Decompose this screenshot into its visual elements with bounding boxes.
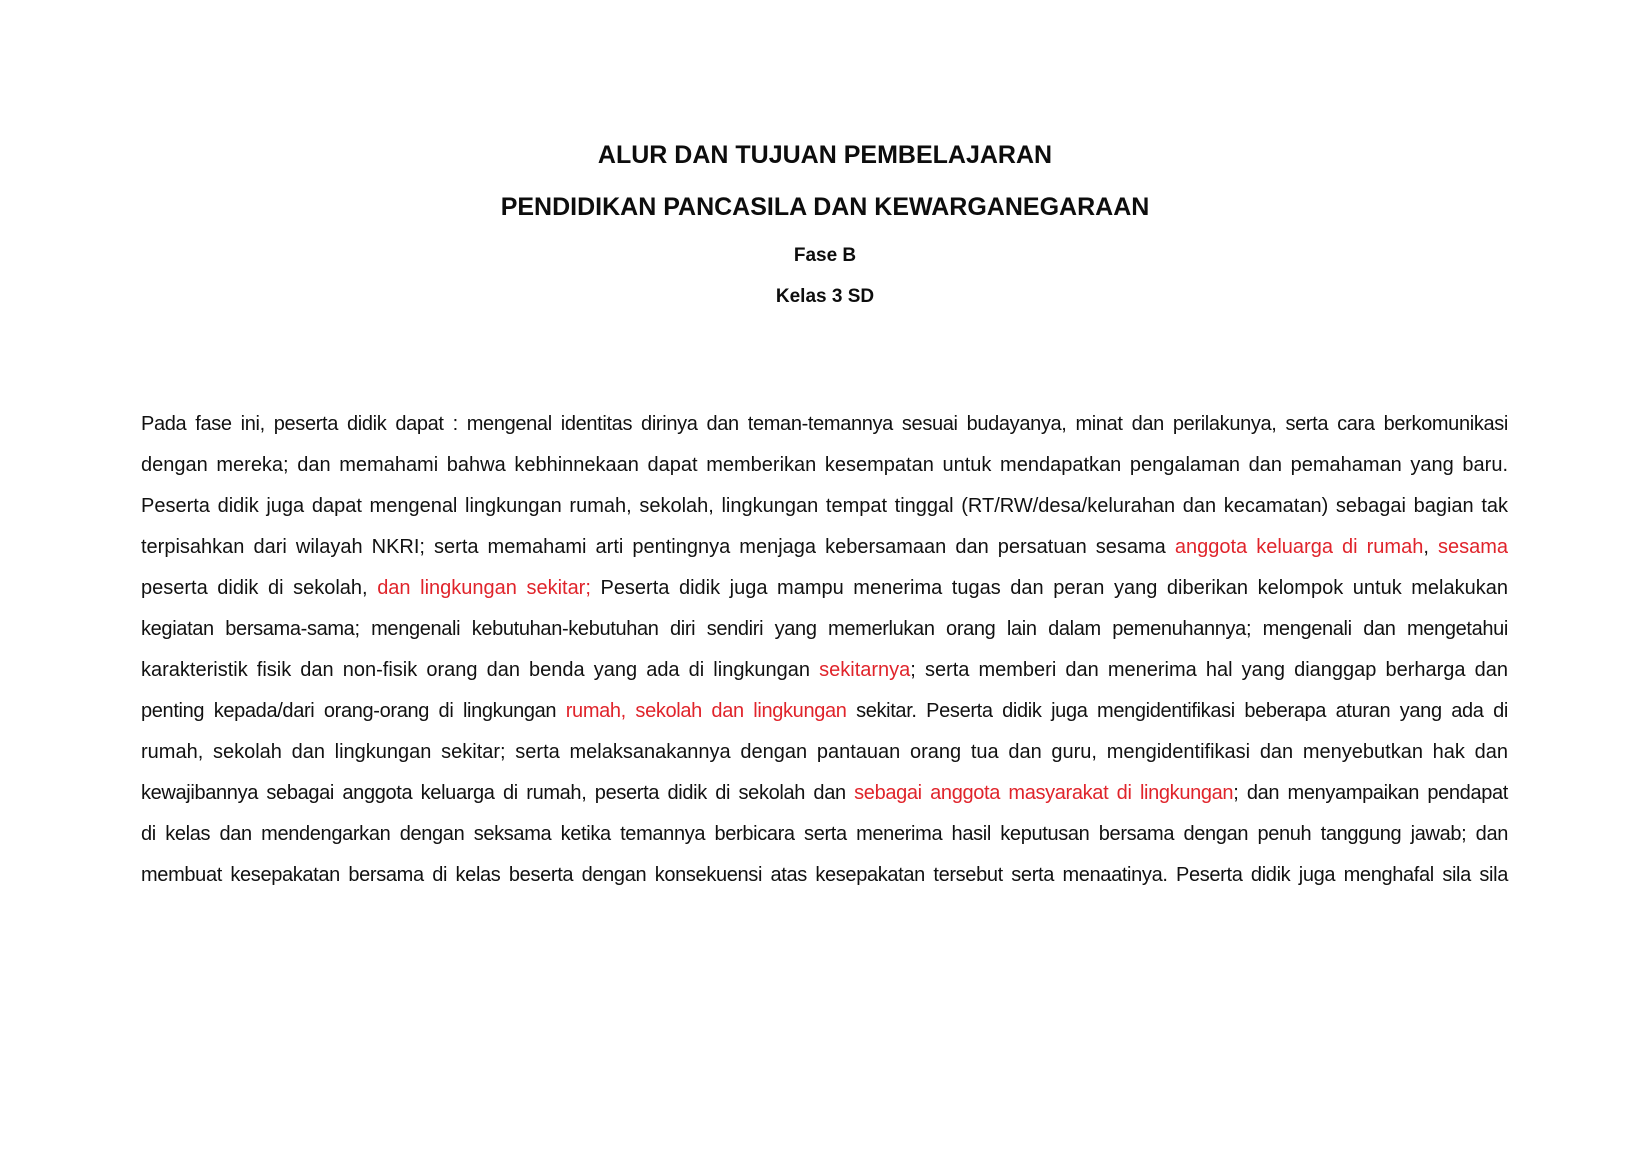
paragraph-line (141, 855, 1508, 896)
highlighted-text: sesama (1437, 536, 1508, 558)
body-text: kewajibannya sebagai anggota keluarga di rumah, peserta didik di sekolah dan (141, 782, 855, 804)
body-text: ; dan menyampaikan pendapat (1233, 782, 1508, 804)
body-text: terpisahkan dari wilayah NKRI; serta memahami arti pentingnya menjaga kebersamaan dan persatuan sesama (141, 536, 1175, 558)
document-title: ALUR DAN TUJUAN PEMBELAJARAN (597, 141, 1053, 169)
paragraph-line (141, 773, 1508, 814)
paragraph-line (141, 609, 1508, 650)
body-text: peserta didik di sekolah, (141, 577, 378, 599)
paragraph-line (141, 691, 1508, 732)
body-text: ; serta memberi dan menerima hal yang dianggap berharga dan (910, 659, 1508, 681)
document-phase: Fase B (793, 245, 857, 266)
paragraph-line (141, 445, 1508, 486)
body-text: , (1423, 536, 1438, 558)
body-text: membuat kesepakatan bersama di kelas beserta dengan konsekuensi atas kesepakatan tersebut serta menaatinya. Peserta didik juga menghafal sila sila (141, 864, 1508, 886)
document-subject: PENDIDIKAN PANCASILA DAN KEWARGANEGARAAN (500, 193, 1150, 221)
document-grade: Kelas 3 SD (775, 286, 875, 307)
body-text: Peserta didik juga mampu menerima tugas dan peran yang diberikan kelompok untuk melakukan (590, 577, 1508, 599)
paragraph-line (141, 568, 1508, 609)
paragraph-line (141, 527, 1508, 568)
highlighted-text: sebagai anggota masyarakat di lingkungan (854, 782, 1234, 804)
paragraph-line (141, 732, 1508, 773)
body-paragraph (141, 404, 1508, 896)
highlighted-text: sekitarnya (819, 659, 911, 681)
body-text: rumah, sekolah dan lingkungan sekitar; serta melaksanakannya dengan pantauan orang tua dan guru, mengidentifikasi dan menyebutkan hak dan (141, 741, 1508, 763)
body-text: penting kepada/dari orang-orang di lingkungan (141, 700, 566, 722)
body-text: sekitar. Peserta didik juga mengidentifikasi beberapa aturan yang ada di (846, 700, 1508, 722)
highlighted-text: anggota keluarga di rumah (1174, 536, 1424, 558)
body-text: di kelas dan mendengarkan dengan seksama ketika temannya berbicara serta menerima hasil keputusan bersama dengan penuh tanggung jawab; dan (141, 823, 1508, 845)
highlighted-text: dan lingkungan sekitar; (377, 577, 591, 599)
body-text: Peserta didik juga dapat mengenal lingkungan rumah, sekolah, lingkungan tempat tinggal (RT/RW/desa/kelurahan dan kecamatan) sebagai bagian tak (141, 495, 1508, 517)
paragraph-line (141, 650, 1508, 691)
highlighted-text: rumah, sekolah dan lingkungan (565, 700, 847, 722)
body-text: Pada fase ini, peserta didik dapat : mengenal identitas dirinya dan teman-temannya sesuai budayanya, minat dan perilakunya, serta cara berkomunikasi (141, 413, 1508, 435)
body-text: dengan mereka; dan memahami bahwa kebhinnekaan dapat memberikan kesempatan untuk mendapatkan pengalaman dan pemahaman yang baru. (141, 454, 1508, 476)
body-text: kegiatan bersama-sama; mengenali kebutuhan-kebutuhan diri sendiri yang memerlukan orang lain dalam pemenuhannya; mengenali dan mengetahui (141, 618, 1508, 640)
paragraph-line (141, 814, 1508, 855)
paragraph-line (141, 404, 1508, 445)
body-text: karakteristik fisik dan non-fisik orang dan benda yang ada di lingkungan (141, 659, 820, 681)
paragraph-line (141, 486, 1508, 527)
